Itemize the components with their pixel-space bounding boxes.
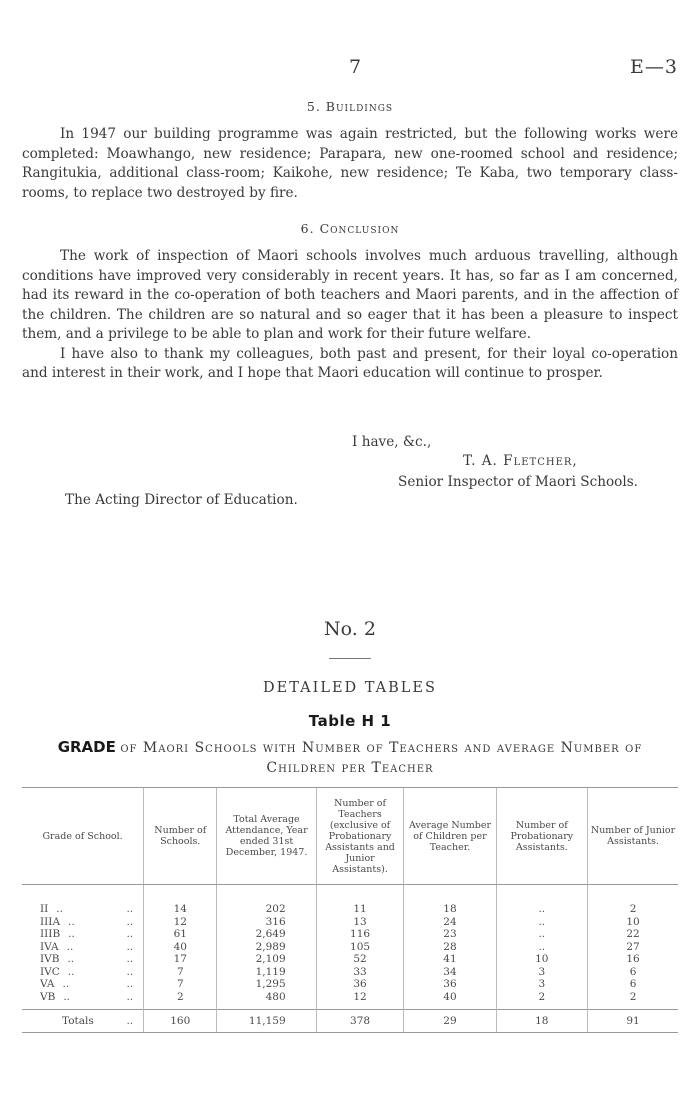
leader-dots: .. bbox=[63, 990, 70, 1003]
total-probationary: 18 bbox=[496, 1010, 588, 1033]
totals-row bbox=[22, 1010, 678, 1033]
table-row bbox=[22, 941, 678, 954]
header-attendance: Total Average Attendance, Year ended 31st December, 1947. bbox=[217, 788, 316, 885]
cell-grade bbox=[22, 916, 144, 929]
leader-dots: .. bbox=[126, 928, 134, 940]
leader-dots: .. bbox=[126, 990, 134, 1003]
cell-schools: 14 bbox=[144, 903, 217, 916]
cell-teachers: 36 bbox=[316, 978, 404, 991]
leader-dots: .. bbox=[68, 928, 75, 940]
table-spacer bbox=[22, 885, 678, 904]
total-grade bbox=[22, 1010, 144, 1033]
totals-label: Totals bbox=[62, 1014, 94, 1027]
total-teachers: 378 bbox=[316, 1010, 404, 1033]
cell-average: 40 bbox=[404, 991, 496, 1010]
cell-schools: 12 bbox=[144, 916, 217, 929]
cell-probationary: .. bbox=[496, 941, 588, 954]
header-grade: Grade of School. bbox=[22, 788, 144, 885]
page-number: 7 bbox=[348, 56, 362, 78]
cell-probationary: 10 bbox=[496, 953, 588, 966]
cell-junior: 10 bbox=[588, 916, 678, 929]
table-row bbox=[22, 966, 678, 979]
grade-label: IIIA bbox=[40, 915, 61, 928]
cell-probationary: .. bbox=[496, 928, 588, 941]
signatory-title: Senior Inspector of Maori Schools. bbox=[398, 474, 638, 490]
cell-grade bbox=[22, 966, 144, 979]
total-junior: 91 bbox=[588, 1010, 678, 1033]
cell-average: 28 bbox=[404, 941, 496, 954]
cell-schools: 2 bbox=[144, 991, 217, 1010]
cell-junior: 22 bbox=[588, 928, 678, 941]
cell-grade bbox=[22, 941, 144, 954]
grade-label: IVB bbox=[40, 953, 60, 965]
table-row bbox=[22, 903, 678, 916]
grade-label: IVC bbox=[40, 965, 60, 978]
cell-teachers: 105 bbox=[316, 941, 404, 954]
cell-junior: 27 bbox=[588, 941, 678, 954]
section-number: No. 2 bbox=[324, 618, 376, 640]
section-divider bbox=[329, 658, 371, 659]
leader-dots: .. bbox=[62, 978, 70, 990]
cell-grade bbox=[22, 903, 144, 916]
cell-grade bbox=[22, 991, 144, 1010]
cell-teachers: 11 bbox=[316, 903, 404, 916]
grade-label: VB bbox=[40, 990, 56, 1003]
table-title: Table H 1 bbox=[308, 712, 392, 730]
leader-dots: .. bbox=[66, 940, 74, 953]
cell-grade bbox=[22, 978, 144, 991]
cell-teachers: 33 bbox=[316, 966, 404, 979]
cell-probationary: .. bbox=[496, 916, 588, 929]
header-junior: Number of Junior Assistants. bbox=[588, 788, 678, 885]
cell-attendance: 480 bbox=[217, 991, 316, 1010]
cell-teachers: 52 bbox=[316, 953, 404, 966]
conclusion-paragraphs bbox=[22, 247, 678, 384]
leader-dots: .. bbox=[126, 978, 134, 990]
conclusion-paragraph-2: I have also to thank my colleagues, both past and present, for their loyal co-operation and interest in their work, and I hope that Maori education will continue to prosper. bbox=[22, 345, 678, 381]
table-row bbox=[22, 991, 678, 1010]
total-average: 29 bbox=[404, 1010, 496, 1033]
table-header-row bbox=[22, 788, 678, 885]
cell-teachers: 116 bbox=[316, 928, 404, 941]
leader-dots: .. bbox=[126, 953, 134, 965]
table-row bbox=[22, 916, 678, 929]
cell-attendance: 1,295 bbox=[217, 978, 316, 991]
cell-average: 23 bbox=[404, 928, 496, 941]
document-reference: E—3 bbox=[630, 56, 678, 78]
cell-average: 24 bbox=[404, 916, 496, 929]
cell-grade bbox=[22, 953, 144, 966]
cell-grade bbox=[22, 928, 144, 941]
conclusion-heading: 6. Conclusion bbox=[300, 221, 400, 236]
cell-junior: 2 bbox=[588, 903, 678, 916]
leader-dots: .. bbox=[67, 965, 75, 978]
leader-dots: .. bbox=[67, 953, 75, 965]
leader-dots: .. bbox=[126, 1014, 134, 1027]
cell-average: 41 bbox=[404, 953, 496, 966]
cell-attendance: 2,989 bbox=[217, 941, 316, 954]
closing-line: I have, &c., bbox=[352, 434, 432, 450]
grade-label: IIIB bbox=[40, 928, 61, 940]
caption-rest: of Maori Schools with Number of Teachers and average Number of Children per Teacher bbox=[120, 740, 643, 776]
cell-junior: 6 bbox=[588, 978, 678, 991]
leader-dots: .. bbox=[56, 903, 63, 915]
cell-probationary: .. bbox=[496, 903, 588, 916]
cell-attendance: 1,119 bbox=[217, 966, 316, 979]
cell-average: 34 bbox=[404, 966, 496, 979]
cell-junior: 16 bbox=[588, 953, 678, 966]
cell-schools: 17 bbox=[144, 953, 217, 966]
leader-dots: .. bbox=[126, 940, 134, 953]
caption-lead: GRADE bbox=[57, 738, 116, 756]
cell-attendance: 202 bbox=[217, 903, 316, 916]
cell-attendance: 2,109 bbox=[217, 953, 316, 966]
table-row bbox=[22, 953, 678, 966]
cell-schools: 7 bbox=[144, 966, 217, 979]
total-schools: 160 bbox=[144, 1010, 217, 1033]
cell-teachers: 12 bbox=[316, 991, 404, 1010]
cell-schools: 7 bbox=[144, 978, 217, 991]
table-row bbox=[22, 928, 678, 941]
cell-schools: 61 bbox=[144, 928, 217, 941]
header-average: Average Number of Children per Teacher. bbox=[404, 788, 496, 885]
cell-junior: 6 bbox=[588, 966, 678, 979]
table-caption bbox=[22, 737, 678, 778]
cell-junior: 2 bbox=[588, 991, 678, 1010]
table-row bbox=[22, 978, 678, 991]
signatory-name: T. A. Fletcher, bbox=[463, 453, 578, 469]
cell-average: 18 bbox=[404, 903, 496, 916]
header-schools: Number of Schools. bbox=[144, 788, 217, 885]
leader-dots: .. bbox=[68, 915, 75, 928]
addressee: The Acting Director of Education. bbox=[65, 492, 298, 508]
grade-label: IVA bbox=[40, 940, 59, 953]
leader-dots: .. bbox=[126, 915, 134, 928]
cell-probationary: 2 bbox=[496, 991, 588, 1010]
cell-probationary: 3 bbox=[496, 978, 588, 991]
buildings-paragraph bbox=[22, 125, 678, 203]
cell-average: 36 bbox=[404, 978, 496, 991]
section-heading: DETAILED TABLES bbox=[263, 680, 437, 696]
grade-table bbox=[22, 787, 678, 1033]
buildings-text: In 1947 our building programme was again restricted, but the following works were completed: Moawhango, new residence; Parapara, new one-roomed school and residence; Rangitukia, additional class-room; Kaikohe, new residence; Te Kaba, two temporary class-rooms, to replace two destroyed by fire. bbox=[22, 126, 678, 201]
header-teachers: Number of Teachers (exclusive of Probationary Assistants and Junior Assistants). bbox=[316, 788, 404, 885]
total-attendance: 11,159 bbox=[217, 1010, 316, 1033]
buildings-heading: 5. Buildings bbox=[306, 99, 394, 114]
grade-label: VA bbox=[40, 978, 55, 990]
cell-schools: 40 bbox=[144, 941, 217, 954]
cell-teachers: 13 bbox=[316, 916, 404, 929]
cell-attendance: 2,649 bbox=[217, 928, 316, 941]
conclusion-paragraph-1: The work of inspection of Maori schools involves much arduous travelling, although conditions have improved very considerably in recent years. It has, so far as I am concerned, had its reward in the co-operation of both teachers and Maori parents, and in the affection of the children. The children are so natural and so eager that it has been a pleasure to inspect them, and a privilege to be able to plan and work for their future welfare. bbox=[22, 248, 678, 342]
cell-probationary: 3 bbox=[496, 966, 588, 979]
header-probationary: Number of Probationary Assistants. bbox=[496, 788, 588, 885]
grade-label: II bbox=[40, 903, 49, 915]
leader-dots: .. bbox=[126, 965, 134, 978]
cell-attendance: 316 bbox=[217, 916, 316, 929]
leader-dots: .. bbox=[126, 903, 134, 915]
